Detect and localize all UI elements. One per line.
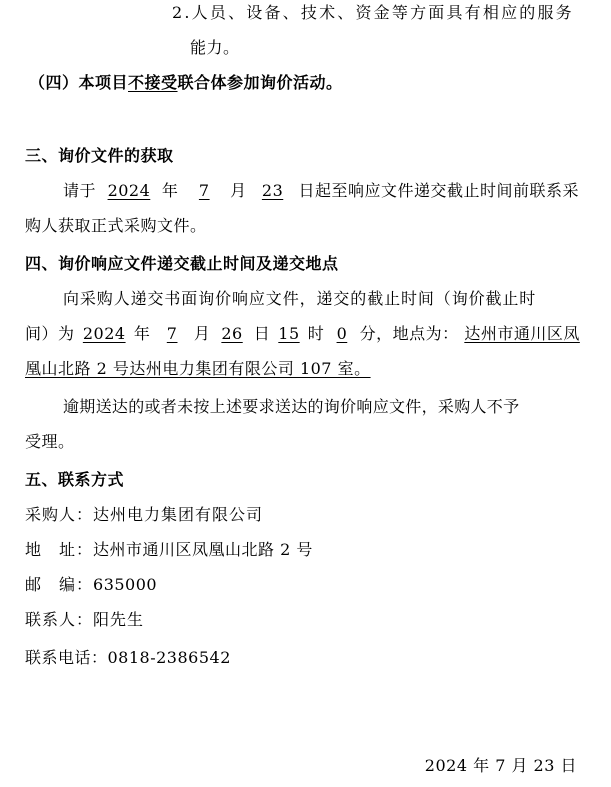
section-3-text-a: 请于	[63, 181, 97, 200]
section-4-late-line-2: 受理。	[25, 432, 75, 451]
consortium-clause-suffix: 联合体参加询价活动。	[177, 73, 343, 92]
section-3-text-b: 年	[161, 181, 179, 200]
contact-purchaser: 采购人：达州电力集团有限公司	[25, 505, 264, 524]
contact-postcode-value: 635000	[93, 575, 158, 594]
section-3-text-d: 日起至响应文件递交截止时间前联系采	[298, 181, 579, 200]
requirement-item-2-text: 2.人员、设备、技术、资金等方面具有相应的服务	[172, 3, 574, 22]
contact-phone: 联系电话：0818-2386542	[25, 648, 231, 667]
section-4-place-part-1: 达州市通川区凤	[464, 324, 580, 343]
section-4-text-a: 间）为	[25, 324, 75, 343]
section-4-text-c: 月	[193, 324, 211, 343]
section-4-text-f: 分，地点为：	[359, 324, 459, 343]
section-4-line-1-text: 向采购人递交书面询价响应文件，递交的截止时间（询价截止时	[63, 289, 537, 308]
document-date: 2024 年 7 月 23 日	[424, 756, 577, 775]
consortium-clause-not-accepted: 不接受	[128, 73, 178, 92]
consortium-clause	[29, 72, 343, 94]
section-4-place-part-2: 凰山北路 2 号达州电力集团有限公司 107 室。	[25, 359, 371, 378]
section-4-minute: 0	[336, 324, 348, 343]
contact-address-label: 地 址：	[25, 540, 94, 559]
section-4-paragraph-line-1	[63, 288, 579, 310]
section-4-hour: 15	[278, 324, 300, 343]
section-3-paragraph-line-1	[63, 180, 579, 202]
contact-postcode	[25, 574, 157, 596]
contact-address-value: 达州市通川区凤凰山北路 2 号	[93, 540, 313, 559]
section-4-month: 7	[166, 324, 178, 343]
contact-postcode-label: 邮 编：	[25, 575, 94, 594]
section-4-heading: 四、询价响应文件递交截止时间及递交地点	[25, 254, 339, 273]
section-4-late-line-1	[63, 396, 579, 418]
section-3-day: 23	[261, 181, 284, 200]
contact-person: 联系人：阳先生	[25, 610, 145, 629]
section-4-text-b: 年	[133, 324, 151, 343]
consortium-clause-prefix: （四）本项目	[29, 73, 129, 92]
requirement-item-2	[172, 2, 577, 24]
requirement-item-2-continuation: 能力。	[190, 38, 240, 57]
section-4-late-text: 逾期送达的或者未按上述要求送达的询价响应文件，采购人不予	[63, 397, 520, 416]
section-5-heading: 五、联系方式	[25, 470, 125, 489]
section-3-heading: 三、询价文件的获取	[25, 146, 174, 165]
section-3-text-c: 月	[230, 181, 247, 200]
section-4-text-d: 日	[253, 324, 271, 343]
section-4-paragraph-line-2	[25, 323, 580, 345]
section-4-text-e: 时	[307, 324, 325, 343]
section-3-month: 7	[198, 181, 210, 200]
section-3-paragraph-line-2: 购人获取正式采购文件。	[25, 216, 207, 235]
section-3-year: 2024	[107, 181, 151, 200]
section-4-day: 26	[221, 324, 243, 343]
section-4-year: 2024	[82, 324, 126, 343]
contact-address	[25, 539, 313, 561]
